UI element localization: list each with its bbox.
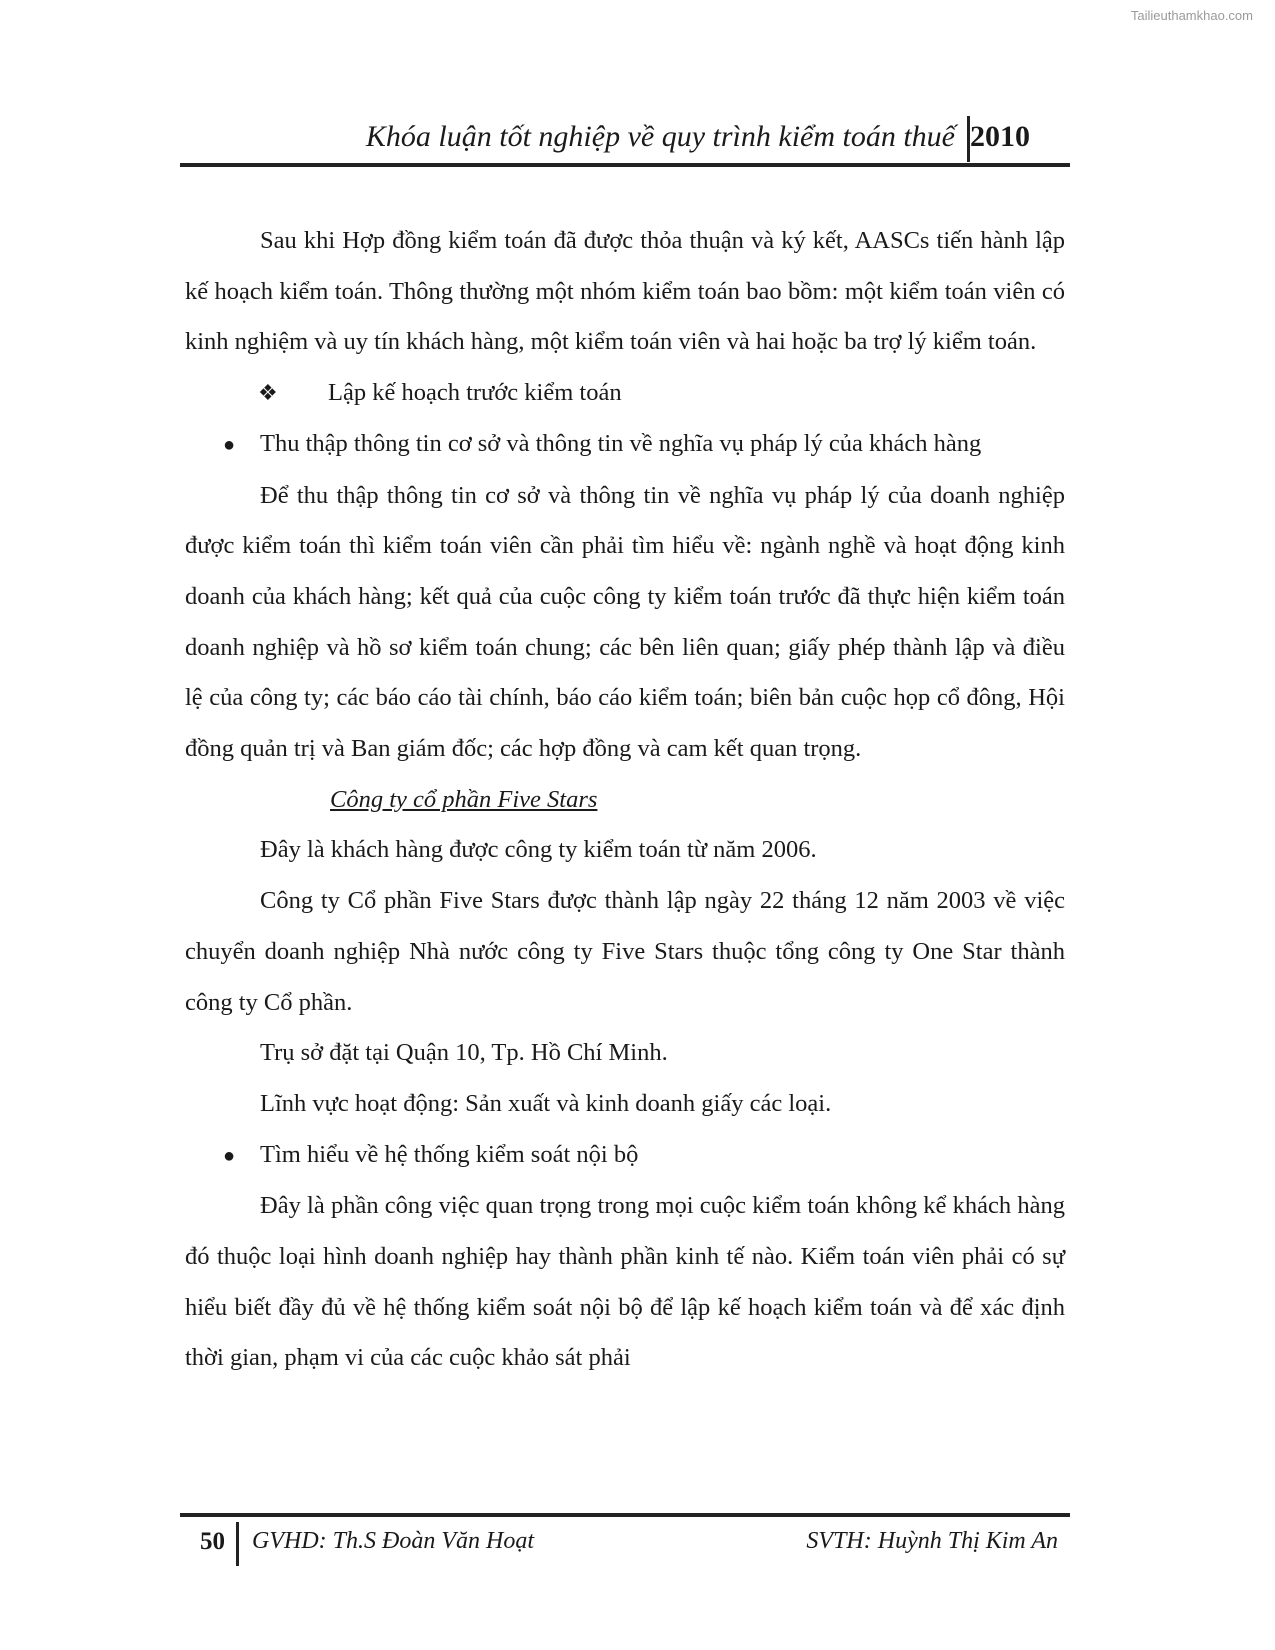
- section-heading-planning: [185, 368, 1065, 419]
- page-footer: [180, 1522, 1070, 1566]
- bullet-text: Tìm hiểu về hệ thống kiểm soát nội bộ: [260, 1140, 639, 1168]
- header-year: 2010: [970, 120, 1030, 153]
- footer-rule: [180, 1513, 1070, 1517]
- company-subtitle: Công ty cổ phần Five Stars: [330, 785, 598, 813]
- footer-student: SVTH: Huỳnh Thị Kim An: [806, 1528, 1058, 1554]
- page-header: [180, 116, 1070, 164]
- section-heading-text: Lập kế hoạch trước kiểm toán: [328, 379, 622, 407]
- bullet-text: Thu thập thông tin cơ sở và thông tin về nghĩa vụ pháp lý của khách hàng: [260, 429, 982, 457]
- header-title: Khóa luận tốt nghiệp về quy trình kiểm toán thuế: [365, 120, 955, 153]
- bullet-item-internal-control: [185, 1130, 1065, 1182]
- page-number: 50: [200, 1528, 225, 1555]
- header-rule: [180, 163, 1070, 167]
- bullet-dot-icon: ●: [223, 1144, 236, 1167]
- paragraph-company-founding: Công ty Cổ phần Five Stars được thành lập ngày 22 tháng 12 năm 2003 về việc chuyển doanh nghiệp Nhà nước công ty Five Stars thuộc tổng công ty One Star thành công ty Cổ phần.: [185, 887, 1065, 1016]
- diamond-bullet-icon: ❖: [258, 380, 278, 406]
- bullet-item-basic-info: [185, 419, 1065, 471]
- bullet-dot-icon: ●: [223, 433, 236, 456]
- paragraph-audit-team: Sau khi Hợp đồng kiểm toán đã được thỏa thuận và ký kết, AASCs tiến hành lập kế hoạch kiểm toán. Thông thường một nhóm kiểm toán bao bồm: một kiểm toán viên có kinh nghiệm và uy tín khách hàng, một kiểm toán viên và hai hoặc ba trợ lý kiểm toán.: [185, 227, 1065, 356]
- footer-advisor: GVHD: Th.S Đoàn Văn Hoạt: [252, 1528, 534, 1554]
- paragraph-client-since: Đây là khách hàng được công ty kiểm toán từ năm 2006.: [260, 836, 817, 864]
- document-body: [185, 216, 1065, 1384]
- paragraph-business-field: Lĩnh vực hoạt động: Sản xuất và kinh doanh giấy các loại.: [260, 1089, 832, 1117]
- watermark: Tailieuthamkhao.com: [1130, 8, 1253, 23]
- footer-separator: [236, 1522, 239, 1566]
- paragraph-headquarters: Trụ sở đặt tại Quận 10, Tp. Hồ Chí Minh.: [260, 1039, 668, 1067]
- paragraph-basic-info: Để thu thập thông tin cơ sở và thông tin về nghĩa vụ pháp lý của doanh nghiệp được kiểm toán thì kiểm toán viên cần phải tìm hiểu về: ngành nghề và hoạt động kinh doanh của khách hàng; kết quả của cuộc công ty kiểm toán trước đã thực hiện kiểm toán doanh nghiệp và hồ sơ kiểm toán chung; các bên liên quan; giấy phép thành lập và điều lệ của công ty; các báo cáo tài chính, báo cáo kiểm toán; biên bản cuộc họp cổ đông, Hội đồng quản trị và Ban giám đốc; các hợp đồng và cam kết quan trọng.: [185, 481, 1065, 763]
- paragraph-internal-control: Đây là phần công việc quan trọng trong mọi cuộc kiểm toán không kể khách hàng đó thuộc loại hình doanh nghiệp hay thành phần kinh tế nào. Kiểm toán viên phải có sự hiểu biết đầy đủ về hệ thống kiểm soát nội bộ để lập kế hoạch kiểm toán và để xác định thời gian, phạm vi của các cuộc khảo sát phải: [185, 1192, 1065, 1372]
